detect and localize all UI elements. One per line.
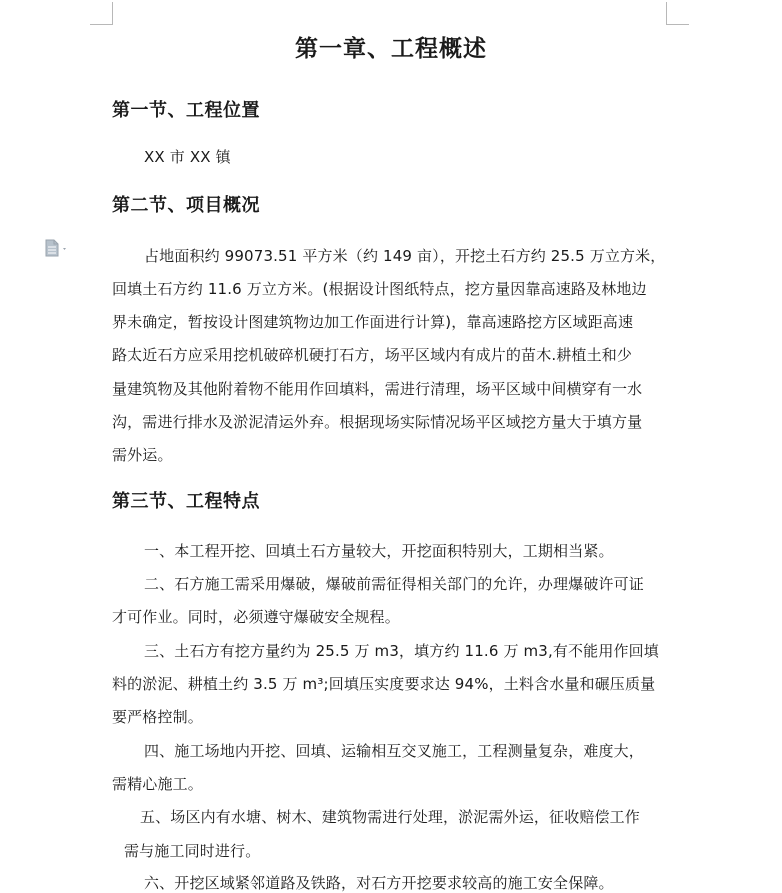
feature-line: 二、石方施工需采用爆破，爆破前需征得相关部门的允许，办理爆破许可证 xyxy=(144,575,644,593)
feature-line: 三、土石方有挖方量约为 25.5 万 m3，填方约 11.6 万 m3,有不能用作回填 xyxy=(144,642,659,660)
overview-line: 界未确定，暂按设计图建筑物边加工作面进行计算)，靠高速路挖方区域距高速 xyxy=(112,313,634,331)
feature-line: 五、场区内有水塘、树木、建筑物需进行处理，淤泥需外运，征收赔偿工作 xyxy=(140,808,640,826)
section-heading-overview: 第二节、项目概况 xyxy=(112,195,260,216)
feature-line: 一、本工程开挖、回填土石方量较大，开挖面积特别大，工期相当紧。 xyxy=(144,542,614,560)
feature-line: 料的淤泥、耕植土约 3.5 万 m³;回填压实度要求达 94%，土料含水量和碾压质量 xyxy=(112,675,656,693)
overview-line: 回填土石方约 11.6 万立方米。(根据设计图纸特点，挖方量因靠高速路及林地边 xyxy=(112,280,647,298)
feature-line: 才可作业。同时，必须遵守爆破安全规程。 xyxy=(112,608,400,626)
page-margin-corner-top-right xyxy=(666,2,689,25)
overview-line: 需外运。 xyxy=(112,446,173,464)
section-heading-location: 第一节、工程位置 xyxy=(112,100,260,121)
overview-line: 沟，需进行排水及淤泥清运外弃。根据现场实际情况场平区域挖方量大于填方量 xyxy=(112,413,643,431)
chapter-title: 第一章、工程概述 xyxy=(295,36,487,62)
overview-line: 占地面积约 99073.51 平方米（约 149 亩），开挖土石方约 25.5 万立方米， xyxy=(144,247,666,265)
location-text: XX 市 XX 镇 xyxy=(144,148,231,166)
overview-line: 路太近石方应采用挖机破碎机硬打石方，场平区域内有成片的苗木.耕植土和少 xyxy=(112,346,633,364)
feature-line: 四、施工场地内开挖、回填、运输相互交叉施工，工程测量复杂，难度大， xyxy=(144,742,644,760)
feature-line: 要严格控制。 xyxy=(112,708,203,726)
feature-line: 需精心施工。 xyxy=(112,775,203,793)
document-icon[interactable] xyxy=(44,239,70,257)
overview-line: 量建筑物及其他附着物不能用作回填料，需进行清理，场平区域中间横穿有一水 xyxy=(112,380,643,398)
section-heading-features: 第三节、工程特点 xyxy=(112,491,260,512)
feature-line: 六、开挖区域紧邻道路及铁路，对石方开挖要求较高的施工安全保障。 xyxy=(144,874,614,892)
feature-line: 需与施工同时进行。 xyxy=(124,842,261,860)
page-margin-corner-top-left xyxy=(90,2,113,25)
